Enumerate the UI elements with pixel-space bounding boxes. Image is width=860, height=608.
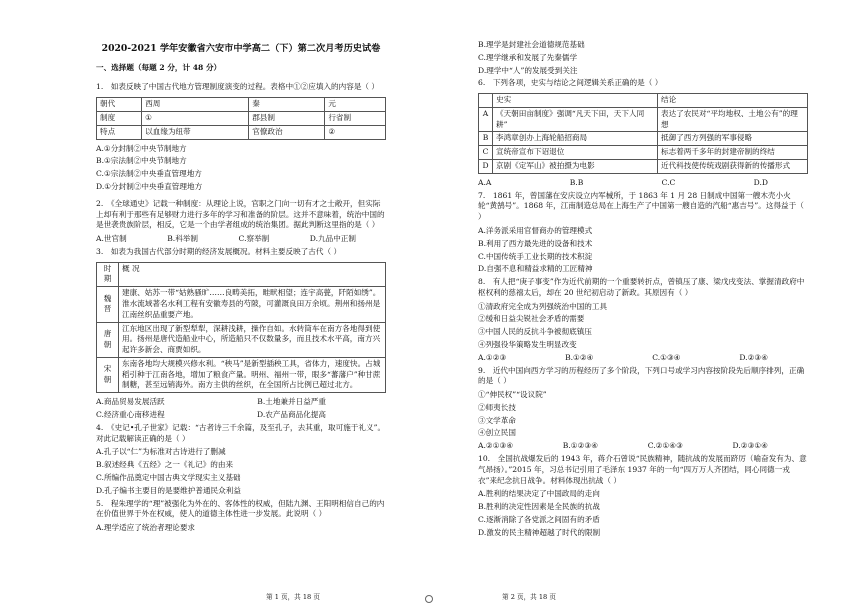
- option-a: A.②①③④: [478, 441, 514, 451]
- page-number-footer: 第 2 页，共 18 页: [502, 592, 556, 601]
- section-heading: 一、选择题（每题 2 分，计 48 分）: [96, 63, 222, 73]
- option-d: D.孔子编书主要目的是要维护普通民众利益: [96, 485, 241, 495]
- option-a: A.①②③: [478, 352, 507, 362]
- table-cell: A: [479, 107, 493, 132]
- statement-item: ④列强役华策略发生明显改变: [478, 339, 577, 349]
- option-a: A.洋务派采用官督商办的管理模式: [478, 225, 593, 235]
- question-6-options: [478, 178, 768, 189]
- option-a: A.①分封制②中央节制地方: [96, 143, 187, 153]
- option-b: B.①②③④: [562, 441, 599, 451]
- table-cell: 元: [325, 97, 386, 111]
- option-b: B.①宗法制②中央节制地方: [96, 156, 187, 166]
- table-cell: 抵御了西方列强的军事侵略: [658, 132, 808, 146]
- table-cell: 唐朝: [97, 322, 119, 357]
- table-cell: C: [479, 146, 493, 160]
- question-7: 7. 1861 年，曾国藩在安庆设立内军械所，于 1863 年 1 月 28 日制成中国第一艘木壳小火轮“黄鹄号”。1868 年，江南制造总局在上海生产了中国第一艘自造的汽船“惠吉号”。这得益于（ ）: [478, 190, 804, 222]
- option-c: C.逐渐消除了各党派之间固有的矛盾: [478, 514, 600, 524]
- question-3-table: [96, 262, 386, 394]
- option-d: D.农产品商品化提高: [257, 410, 326, 420]
- table-cell: 官僚政治: [249, 125, 325, 139]
- table-cell: 特点: [97, 125, 142, 139]
- option-d: D.理学中“人”的发展受到关注: [478, 65, 578, 75]
- table-cell: 建康、姑苏一带“姑熟骚旷……良畴美拓，畦畎相望；连宇高甍，阡陌如绣”。淮水流域著名水利工程有安徽寿县的芍陂，可灌溉良田万余顷。荆州和扬州是江南丝织品重要产地。: [119, 287, 386, 322]
- option-b: B.利用了西方最先进的设备和技术: [478, 238, 593, 248]
- statement-item: ③文学革命: [478, 415, 516, 425]
- table-header-cell: 时期: [97, 262, 119, 287]
- option-b: B.科举制: [167, 234, 198, 244]
- question-8: 8. 有人把“庚子事变”作为近代前期的一个重要转折点，曾镇压了康、梁戊戌变法、掌握清政府中枢权利的慈禧太后，却在 20 世纪初启动了新政。其原因有（ ）: [478, 277, 805, 297]
- table-cell: 近代科技使传统戏剧获得新的传播形式: [658, 160, 808, 174]
- table-cell: 制度: [97, 111, 142, 125]
- option-a: A.胜利的结果决定了中国政局的走向: [478, 489, 600, 499]
- question-4: 4. 《史记•孔子世家》记载：“古者诗三千余篇，及至孔子，去其重，取可施于礼义”。对此记载解读正确的是（ ）: [96, 422, 386, 443]
- option-c: C.经济重心南移进程: [96, 410, 165, 420]
- table-cell: 京剧《定军山》被拍摄为电影: [493, 160, 658, 174]
- statement-item: ②缓和日益尖锐社会矛盾的需要: [478, 314, 585, 324]
- option-b: B.叙述经典《五经》之一《礼记》的由来: [96, 460, 234, 470]
- statement-item: ②师夷长技: [478, 402, 516, 412]
- option-c: C.②①④③: [647, 441, 683, 451]
- question-6-table: [478, 93, 808, 174]
- table-cell: 江东地区出现了新型犁犁，深耕浅耕，操作自如。水转筒车在南方各地得到使用。扬州是唐代造船业中心，所造船只不仅数量多，而且技术水平高，南方兴起许多新会、商贾如织。: [119, 322, 386, 357]
- statement-item: ①清政府完全成为列强统治中国的工具: [478, 301, 608, 311]
- table-cell: 《天朝田亩制度》强调“凡天下田，天下人同耕”: [493, 107, 658, 132]
- option-a: A.孔子以“仁”为标准对古诗进行了删减: [96, 447, 226, 457]
- table-cell: 标志着两千多年的封建帝制的终结: [658, 146, 808, 160]
- table-cell: 行省制: [325, 111, 386, 125]
- table-cell: 宋朝: [97, 357, 119, 392]
- option-d: D.①分封制②中央垂直管理地方: [96, 181, 203, 191]
- option-d: D.激发的民主精神超越了时代的限制: [478, 527, 601, 537]
- statement-item: ④创立民国: [478, 428, 516, 438]
- option-c: C.察举制: [238, 234, 270, 244]
- question-2-options: [96, 234, 356, 245]
- table-cell: 宣统帝宣布下诏退位: [493, 146, 658, 160]
- question-6: 6. 下列各项，史实与结论之间逻辑关系正确的是（ ）: [478, 78, 663, 88]
- table-cell: 郡县制: [249, 111, 325, 125]
- exam-title: 2020-2021 学年安徽省六安市中学高二（下）第二次月考历史试卷: [101, 43, 381, 54]
- option-b: B.B: [569, 177, 584, 187]
- question-9-options: [478, 441, 768, 452]
- table-cell: 朝代: [97, 97, 142, 111]
- question-3-options-row2: [96, 410, 326, 421]
- option-c: C.所编作品奠定中国古典文学现实主义基础: [96, 472, 241, 482]
- option-d: D.②③④: [739, 352, 768, 362]
- option-a: A.商品贸易发展活跃: [96, 397, 165, 407]
- option-b: B.胜利的决定性因素是全民族的抗战: [478, 502, 600, 512]
- page-right-content: [478, 40, 808, 540]
- table-header-cell: 结论: [658, 94, 808, 108]
- table-header-cell: [479, 94, 493, 108]
- table-cell: ②: [325, 125, 386, 139]
- question-3: 3. 如表为我国古代部分时期的经济发展概况。材料主要反映了古代（ ）: [96, 246, 342, 256]
- option-d: D.自强不息和精益求精的工匠精神: [478, 264, 593, 274]
- table-cell: 表达了农民对“平均地权、土地公有”的理想: [658, 107, 808, 132]
- page-right: [430, 0, 860, 608]
- table-header-cell: 史实: [493, 94, 658, 108]
- option-a: A.世官制: [96, 234, 127, 244]
- statement-item: ③中国人民的反抗斗争被彻底镇压: [478, 327, 592, 337]
- question-3-options-row1: [96, 397, 326, 408]
- table-cell: 西周: [142, 97, 249, 111]
- option-d: D.D: [753, 177, 768, 187]
- option-a: A.A: [478, 177, 492, 187]
- table-cell: D: [479, 160, 493, 174]
- option-b: B.①②④: [565, 352, 594, 362]
- question-2: 2. 《全球通史》记载一种制度：从理论上说，官职之门向一切有才之士敞开，但实际上却有利于那些有足够财力进行多年的学习和准备的阶层。这并不意味着，统治中国的是世袭贵族阶层，相反，它是一个由学者组成的统治集团。据此判断这里指的是（ ）: [96, 198, 385, 230]
- statement-item: ①“伸民权”“设议院”: [478, 390, 547, 400]
- question-5: 5. 程朱理学的“理”被强化为外在的、客体性的权威，但陆九渊、王阳明相信自己的内在价值世界于外在权威，使人的道德主体性进一步发展。此说明（ ）: [96, 498, 385, 519]
- page-number-footer: 第 1 页，共 18 页: [266, 592, 320, 601]
- table-cell: ①: [142, 111, 249, 125]
- table-header-cell: 概 况: [119, 262, 386, 287]
- option-b: B.理学是封建社会道德规范基础: [478, 40, 585, 49]
- question-1: 1. 如表反映了中国古代地方管理制度演变的过程。表格中①②应填入的内容是（ ）: [96, 81, 380, 91]
- table-cell: 东南各地均大规模兴修水利。“秧马”是新型插秧工具，省体力，速度快。占城稻引种于江南各地，增加了粮食产量。明州、福州一带，眼多“蕃藩户”种甘蔗制糖，甚至远销海外。南方主供的丝织，在全国所占比例已超过北方。: [119, 357, 386, 392]
- question-1-table: [96, 97, 386, 140]
- option-c: C.C: [661, 177, 676, 187]
- option-a: A.理学适应了统治者理论要求: [96, 523, 196, 533]
- table-cell: 李鸿章创办上海轮船招商局: [493, 132, 658, 146]
- option-b: B.土地兼并日益严重: [257, 397, 326, 407]
- option-c: C.中国传统手工业长期的技术积淀: [478, 251, 593, 261]
- table-cell: 以血缘为纽带: [142, 125, 249, 139]
- table-cell: 秦: [249, 97, 325, 111]
- question-10: 10. 全国抗战爆发后的 1943 年，蒋介石曾说“民族精神，随抗战的发展而跻厉（喻奋发有为、意气昂扬）。”2015 年，习总书记引用了毛泽东 1937 年的一句“四万万人齐团结，同心同德一戎衣”来纪念抗日战争。材料体现出抗战（ ）: [478, 454, 807, 485]
- option-d: D.九品中正制: [309, 234, 356, 244]
- page-left-content: [96, 42, 386, 536]
- option-c: C.理学继承和发展了先秦儒学: [478, 52, 578, 62]
- option-d: D.②③①④: [732, 441, 768, 451]
- question-9: 9. 近代中国向西方学习的历程经历了多个阶段，下列口号或学习内容按阶段先后顺序排列，正确的是（ ）: [478, 365, 805, 386]
- question-8-options: [478, 353, 768, 364]
- option-c: C.①③④: [652, 352, 681, 362]
- table-cell: 魏晋: [97, 287, 119, 322]
- table-cell: B: [479, 132, 493, 146]
- option-c: C.①宗法制②中央垂直管理地方: [96, 169, 202, 179]
